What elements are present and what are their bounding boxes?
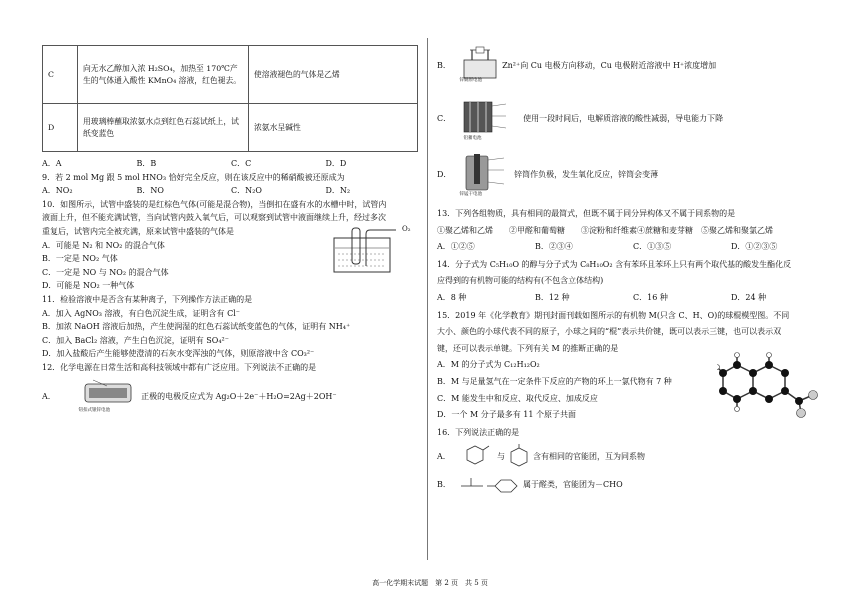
zinc-copper-cell-figure: [460, 46, 500, 86]
q9-options: [42, 185, 420, 197]
table-row: [43, 46, 418, 104]
q12-option-d-text: 锌筒作负极，发生氧化反应，锌筒会变薄: [514, 170, 659, 179]
row-conclusion: 浓氨水呈碱性: [249, 104, 418, 152]
left-column: [42, 0, 420, 416]
q13-option-b[interactable]: B．②③④: [535, 242, 573, 252]
figD-caption: 锌锰干电池: [459, 192, 483, 197]
q15-option-a[interactable]: A．M 的分子式为 C₁₂H₁₂O₂: [437, 360, 540, 370]
q9-option-d[interactable]: D．N₂: [325, 186, 351, 196]
q9-option-b[interactable]: B．NO: [136, 186, 164, 196]
q16-option-a-and: 与: [497, 451, 505, 461]
lead-battery-figure: [460, 96, 515, 142]
options-table: [42, 45, 418, 152]
ester-structure-figure: [457, 474, 523, 494]
q12-option-a-text: 正极的电极反应式为 Ag₂O＋2e⁻＋H₂O=2Ag＋2OH⁻: [141, 391, 337, 401]
dry-cell-figure: [460, 152, 512, 198]
q13-stem: 13．下列各组物质，具有相同的最简式，但既不属于同分异构体又不属于同系物的是: [437, 209, 736, 218]
q9-option-c[interactable]: C．N₂O: [231, 186, 262, 196]
row-operation: 向无水乙醇加入浓 H₂SO₄，加热至 170℃产生的气体通入酸性 KMnO₄ 溶液，红色褪去。: [78, 46, 249, 104]
o2-label: O₂: [402, 224, 411, 233]
q15-stem-2: 大小、颜色的小球代表不同的原子，小球之间的“棍”表示共价键，既可以表示三键，也可以表示双: [437, 327, 782, 337]
q16-stem: 16．下列说法正确的是: [437, 427, 520, 437]
q12-option-c-text: 使用一段时间后，电解质溶液的酸性减弱，导电能力下降: [523, 114, 724, 123]
q13-items: ①聚乙烯和乙烯 ②甲醛和葡萄糖 ③淀粉和纤维素④蔗糖和麦芽糖 ⑤聚乙烯和聚氯乙烯: [437, 225, 773, 235]
table-row: [43, 104, 418, 152]
q15-option-c[interactable]: C．M 能发生中和反应、取代反应、加成反应: [437, 393, 598, 403]
q10-option-b[interactable]: B．一定是 NO₂ 气体: [42, 254, 118, 264]
q8-options: [42, 158, 420, 170]
q11-option-d[interactable]: D．加入盐酸后产生能够使澄清的石灰水变浑浊的气体，则原溶液中含 CO₃²⁻: [42, 349, 315, 359]
q12-option-d[interactable]: D． 锌锰干电池 锌筒作负极，发生氧化反应，锌筒会变薄: [437, 152, 829, 198]
ball-and-stick-model-figure: [717, 351, 827, 421]
q16-option-b-label: B．: [437, 479, 451, 489]
row-label: D: [43, 104, 78, 152]
q12-option-c[interactable]: C． 铅蓄电池 使用一段时间后，电解质溶液的酸性减弱，导电能力下降: [437, 96, 829, 142]
q9-stem: 9．若 2 mol Mg 跟 5 mol HNO₃ 恰好完全反应，则在该反应中的稀硝酸被还原成为: [42, 172, 345, 182]
q8-option-c[interactable]: C．C: [231, 159, 252, 168]
q14-stem-1: 14．分子式为 C₅H₁₀O 的醇与分子式为 C₈H₁₀O₂ 含有苯环且苯环上只有两个取代基的酸发生酯化反: [437, 259, 792, 269]
q12-option-a[interactable]: A． 钮扣式银锌电池 正极的电极反应式为 Ag₂O＋2e⁻＋H₂O=2Ag＋2OH⁻: [42, 378, 420, 416]
q16-option-b[interactable]: [437, 474, 829, 494]
q15-stem-1: 15．2019 年《化学教育》期刊封面刊载如图所示的有机物 M(只含 C、H、O)的球棍模型图。不同: [437, 310, 790, 320]
q16-option-a-text: 含有相同的官能团，互为同系物: [533, 451, 645, 461]
figB-caption: 锌铜原电池: [459, 78, 483, 83]
q11-option-a[interactable]: A．加入 AgNO₃ 溶液，有白色沉淀生成，证明含有 Cl⁻: [42, 308, 240, 318]
button-cell-battery-figure: [79, 378, 139, 416]
q15-option-d[interactable]: D．一个 M 分子最多有 11 个原子共面: [437, 410, 576, 420]
q13-options: [437, 241, 829, 253]
q10-stem-3: 重复后，试管内完全被充满，原来试管中盛装的气体是: [42, 226, 234, 236]
q12-option-b[interactable]: B． 锌铜原电池 Zn²⁺向 Cu 电极方向移动，Cu 电极附近溶液中 H⁺浓度增加: [437, 46, 829, 86]
q8-option-a[interactable]: A．A: [42, 159, 62, 168]
q10-stem-2: 液面上升，但不能充满试管，当向试管内鼓入氧气后，可以观察到试管中液面继续上升，经过多次: [42, 213, 386, 223]
q15-option-b[interactable]: B．M 与足量氢气在一定条件下反应的产物的环上一氯代物有 7 种: [437, 376, 672, 386]
q12-stem: 12．化学电源在日常生活和高科技领域中都有广泛应用。下列说法不正确的是: [42, 362, 317, 372]
figC-caption: 铅蓄电池: [463, 136, 482, 141]
q11-stem: 11．检验溶液中是否含有某种离子，下列操作方法正确的是: [42, 294, 253, 304]
q16-option-b-text: 属于醛类，官能团为－CHO: [523, 479, 623, 489]
phenol-structure-figure: [507, 444, 533, 468]
q9-option-a[interactable]: A．NO₂: [42, 186, 73, 196]
q16-option-a[interactable]: [437, 444, 829, 468]
q14-option-a[interactable]: A．8 种: [437, 292, 467, 302]
q14-option-d[interactable]: D．24 种: [731, 292, 767, 302]
q14-options: [437, 292, 829, 304]
q13-option-a[interactable]: A．①②⑤: [437, 242, 475, 252]
row-conclusion: 使溶液褪色的气体是乙烯: [249, 46, 418, 104]
row-operation: 用玻璃棒蘸取浓氨水点到红色石蕊试纸上，试纸变蓝色: [78, 104, 249, 152]
column-divider: [427, 38, 428, 560]
q10-option-c[interactable]: C．一定是 NO 与 NO₂ 的混合气体: [42, 267, 169, 277]
q13-option-c[interactable]: C．①③⑤: [633, 242, 672, 252]
q8-option-d[interactable]: D．D: [325, 159, 347, 168]
q10-stem-1: 10．如图所示，试管中盛装的是红棕色气体(可能是混合物)，当倒扣在盛有水的水槽中时，试管内: [42, 199, 387, 209]
row-label: C: [43, 46, 78, 104]
figA-caption: 钮扣式银锌电池: [78, 407, 111, 413]
q16-option-a-label: A．: [437, 451, 451, 461]
benzyl-alcohol-structure-figure: [457, 444, 495, 468]
q13-option-d[interactable]: D．①②③⑤: [731, 242, 778, 252]
page-footer: 高一化学期末试题 第 2 页 共 5 页: [372, 579, 488, 587]
q8-option-b[interactable]: B．B: [136, 159, 157, 168]
q11-option-b[interactable]: B．加浓 NaOH 溶液后加热，产生使润湿的红色石蕊试纸变蓝色的气体，证明有 NH₄⁺: [42, 322, 351, 332]
q14-option-c[interactable]: C．16 种: [633, 292, 668, 302]
q14-stem-2: 应得到的有机物可能的结构有(不包含立体结构): [437, 276, 604, 286]
q10-option-a[interactable]: A．可能是 N₂ 和 NO₂ 的混合气体: [42, 240, 165, 250]
q14-option-b[interactable]: B．12 种: [535, 292, 570, 302]
q15-stem-3: 键，还可以表示单键。下列有关 M 的推断正确的是: [437, 343, 619, 353]
q11-option-c[interactable]: C．加入 BaCl₂ 溶液，产生白色沉淀，证明有 SO₄²⁻: [42, 335, 229, 345]
q10-option-d[interactable]: D．可能是 NO₂ 一种气体: [42, 281, 135, 291]
q12-option-b-text: Zn²⁺向 Cu 电极方向移动，Cu 电极附近溶液中 H⁺浓度增加: [502, 61, 717, 70]
